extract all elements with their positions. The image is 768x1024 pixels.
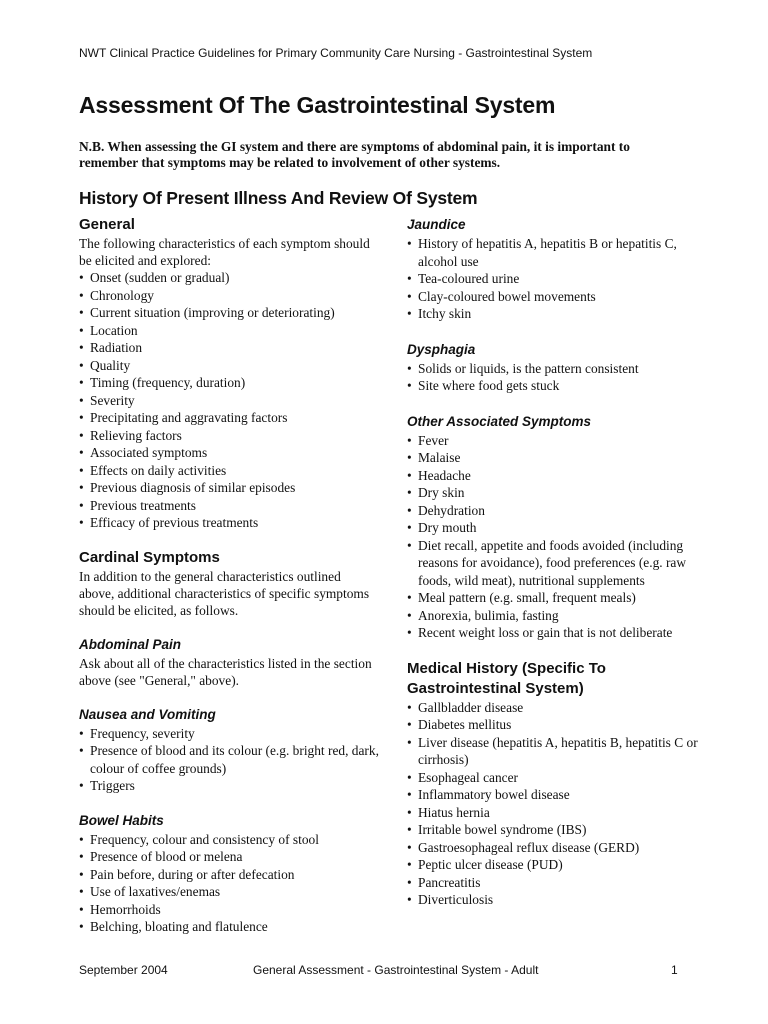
list-item: • Hemorrhoids bbox=[79, 901, 379, 919]
footer-title: General Assessment - Gastrointestinal System - Adult bbox=[253, 963, 539, 977]
list-item: • History of hepatitis A, hepatitis B or hepatitis C, alcohol use bbox=[407, 235, 707, 270]
list-item: • Associated symptoms bbox=[79, 444, 379, 462]
list-item: • Efficacy of previous treatments bbox=[79, 514, 379, 532]
running-header: NWT Clinical Practice Guidelines for Primary Community Care Nursing - Gastrointestinal System bbox=[79, 46, 593, 60]
jaundice-list bbox=[407, 235, 707, 323]
list-item: • Presence of blood and its colour (e.g. bright red, dark, colour of coffee grounds) bbox=[79, 742, 379, 777]
list-item: • Diabetes mellitus bbox=[407, 716, 707, 734]
dysphagia-heading: Dysphagia bbox=[407, 341, 476, 357]
right-column bbox=[407, 215, 707, 909]
left-column bbox=[79, 215, 379, 936]
list-item: • Gastroesophageal reflux disease (GERD) bbox=[407, 839, 707, 857]
list-item: • Dry mouth bbox=[407, 519, 707, 537]
list-item: • Gallbladder disease bbox=[407, 699, 707, 717]
list-item: • Solids or liquids, is the pattern consistent bbox=[407, 360, 707, 378]
list-item: • Location bbox=[79, 322, 379, 340]
list-item: • Anorexia, bulimia, fasting bbox=[407, 607, 707, 625]
list-item: • Recent weight loss or gain that is not deliberate bbox=[407, 624, 707, 642]
list-item: • Use of laxatives/enemas bbox=[79, 883, 379, 901]
list-item: • Timing (frequency, duration) bbox=[79, 374, 379, 392]
section-title: History Of Present Illness And Review Of System bbox=[79, 188, 478, 208]
list-item: • Diet recall, appetite and foods avoided (including reasons for avoidance), food preferences (e.g. raw foods, wild meat), nutritional supplements bbox=[407, 537, 707, 590]
list-item: • Chronology bbox=[79, 287, 379, 305]
list-item: • Relieving factors bbox=[79, 427, 379, 445]
list-item: • Malaise bbox=[407, 449, 707, 467]
list-item: • Radiation bbox=[79, 339, 379, 357]
list-item: • Peptic ulcer disease (PUD) bbox=[407, 856, 707, 874]
list-item: • Previous diagnosis of similar episodes bbox=[79, 479, 379, 497]
cardinal-heading: Cardinal Symptoms bbox=[79, 548, 220, 566]
list-item: • Pancreatitis bbox=[407, 874, 707, 892]
list-item: • Severity bbox=[79, 392, 379, 410]
general-list bbox=[79, 269, 379, 532]
footer-date: September 2004 bbox=[79, 963, 168, 977]
bowel-list bbox=[79, 831, 379, 936]
list-item: • Precipitating and aggravating factors bbox=[79, 409, 379, 427]
list-item: • Triggers bbox=[79, 777, 379, 795]
list-item: • Liver disease (hepatitis A, hepatitis B, hepatitis C or cirrhosis) bbox=[407, 734, 707, 769]
list-item: • Presence of blood or melena bbox=[79, 848, 379, 866]
nausea-list bbox=[79, 725, 379, 795]
nausea-heading: Nausea and Vomiting bbox=[79, 706, 216, 722]
dysphagia-list bbox=[407, 360, 707, 395]
list-item: • Dry skin bbox=[407, 484, 707, 502]
list-item: • Hiatus hernia bbox=[407, 804, 707, 822]
list-item: • Clay-coloured bowel movements bbox=[407, 288, 707, 306]
abdominal-pain-heading: Abdominal Pain bbox=[79, 636, 182, 652]
list-item: • Site where food gets stuck bbox=[407, 377, 707, 395]
list-item: • Pain before, during or after defecation bbox=[79, 866, 379, 884]
list-item: • Dehydration bbox=[407, 502, 707, 520]
other-symptoms-heading: Other Associated Symptoms bbox=[407, 413, 592, 429]
list-item: • Irritable bowel syndrome (IBS) bbox=[407, 821, 707, 839]
cardinal-intro: In addition to the general characteristics outlined above, additional characteristics of specific symptoms should be elicited, as follows. bbox=[79, 568, 370, 618]
document-title: Assessment Of The Gastrointestinal System bbox=[79, 92, 556, 118]
list-item: • Current situation (improving or deteriorating) bbox=[79, 304, 379, 322]
bowel-heading: Bowel Habits bbox=[79, 812, 164, 828]
list-item: • Itchy skin bbox=[407, 305, 707, 323]
list-item: • Inflammatory bowel disease bbox=[407, 786, 707, 804]
list-item: • Effects on daily activities bbox=[79, 462, 379, 480]
abdominal-pain-text: Ask about all of the characteristics listed in the section above (see "General," above). bbox=[79, 655, 372, 688]
medical-history-list bbox=[407, 699, 707, 909]
nb-note: N.B. When assessing the GI system and there are symptoms of abdominal pain, it is important to remember that symptoms may be related to involvement of other systems. bbox=[79, 139, 630, 170]
list-item: • Fever bbox=[407, 432, 707, 450]
list-item: • Diverticulosis bbox=[407, 891, 707, 909]
list-item: • Belching, bloating and flatulence bbox=[79, 918, 379, 936]
list-item: • Frequency, severity bbox=[79, 725, 379, 743]
general-intro: The following characteristics of each symptom should be elicited and explored: bbox=[79, 236, 370, 268]
list-item: • Tea-coloured urine bbox=[407, 270, 707, 288]
other-symptoms-list bbox=[407, 432, 707, 642]
general-heading: General bbox=[79, 216, 135, 233]
list-item: • Onset (sudden or gradual) bbox=[79, 269, 379, 287]
page-number: 1 bbox=[671, 963, 678, 977]
list-item: • Headache bbox=[407, 467, 707, 485]
medical-history-heading: Medical History (Specific To Gastrointestinal System) bbox=[407, 659, 606, 697]
jaundice-heading: Jaundice bbox=[407, 217, 466, 232]
list-item: • Meal pattern (e.g. small, frequent meals) bbox=[407, 589, 707, 607]
list-item: • Frequency, colour and consistency of stool bbox=[79, 831, 379, 849]
list-item: • Previous treatments bbox=[79, 497, 379, 515]
list-item: • Quality bbox=[79, 357, 379, 375]
list-item: • Esophageal cancer bbox=[407, 769, 707, 787]
